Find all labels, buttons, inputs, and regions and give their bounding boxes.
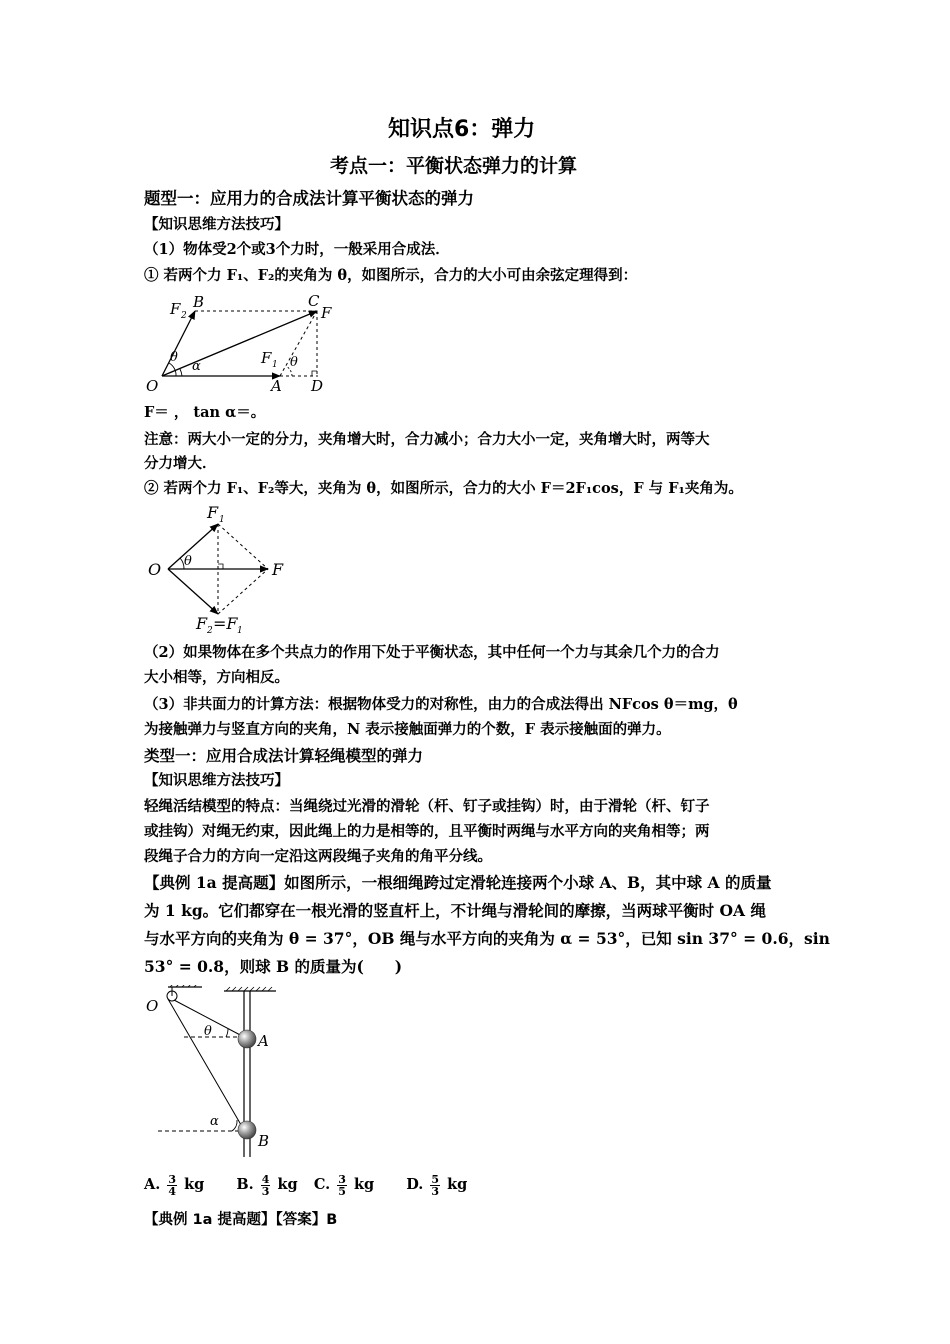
example-line1: 【典例 1a 提高题】如图所示，一根细绳跨过定滑轮连接两个小球 A、B，其中球 A 的质量 — [144, 873, 772, 892]
option-d[interactable]: D. $\frac{5}{3}$ kg — [406, 1172, 468, 1198]
svg-text:=F: =F — [213, 614, 238, 633]
ball-a — [238, 1030, 256, 1048]
svg-text:F: F — [272, 560, 284, 579]
svg-text:A: A — [258, 1032, 269, 1050]
section1-p5-line1: （3）非共面力的计算方法：根据物体受力的对称性，由力的合成法得出 NFcos θ＝mg，θ — [144, 696, 738, 713]
section1-tips-heading: 【知识思维方法技巧】 — [144, 217, 289, 233]
section2-p1-line1: 轻绳活结模型的特点：当绳绕过光滑的滑轮（杆、钉子或挂钩）时，由于滑轮（杆、钉子 — [144, 798, 710, 815]
svg-text:F: F — [321, 304, 332, 322]
f2-vector — [162, 311, 195, 376]
svg-text:O: O — [148, 560, 162, 579]
section1-p5-line2: 为接触弹力与竖直方向的夹角，N 表示接触面弹力的个数，F 表示接触面的弹力。 — [144, 721, 671, 738]
note-line1: 注意：两大小一定的分力，夹角增大时，合力减小；合力大小一定，夹角增大时，两等大 — [144, 431, 710, 448]
ball-b — [238, 1121, 256, 1139]
dashed-side-edge — [280, 311, 317, 376]
svg-text:O: O — [146, 997, 159, 1015]
f1-vector — [168, 524, 218, 569]
answer-options — [144, 1172, 467, 1198]
svg-text:1: 1 — [272, 360, 278, 370]
svg-text:1: 1 — [219, 515, 225, 525]
example-answer: 【典例 1a 提高题】【答案】B — [144, 1212, 338, 1228]
svg-text:θ: θ — [290, 355, 298, 370]
svg-text:2: 2 — [207, 626, 213, 636]
section1-p4-line1: （2）如果物体在多个共点力的作用下处于平衡状态，其中任何一个力与其余几个力的合力 — [144, 644, 720, 661]
svg-text:F: F — [196, 614, 208, 633]
right-angle-mark — [312, 371, 317, 376]
section1-heading: 题型一：应用力的合成法计算平衡状态的弹力 — [144, 189, 474, 208]
example-line2: 为 1 kg。它们都穿在一根光滑的竖直杆上，不计绳与滑轮间的摩擦，当两球平衡时 OA 绳 — [144, 901, 766, 920]
svg-text:α: α — [192, 359, 201, 374]
pulley-rod-diagram — [140, 985, 290, 1160]
option-a[interactable]: A. $\frac{3}{4}$ kg — [144, 1172, 205, 1198]
section1-p3: ② 若两个力 F₁、F₂等大，夹角为 θ，如图所示，合力的大小 F＝2F₁cos，F 与 F₁夹角为。 — [144, 480, 743, 497]
example-line4: 53° = 0.8，则球 B 的质量为( ) — [144, 957, 403, 976]
section1-p4-line2: 大小相等，方向相反。 — [144, 669, 289, 686]
section2-tips-heading: 【知识思维方法技巧】 — [144, 773, 289, 789]
section1-p2: ① 若两个力 F₁、F₂的夹角为 θ，如图所示，合力的大小可由余弦定理得到： — [144, 267, 638, 284]
svg-text:C: C — [308, 292, 320, 310]
svg-text:D: D — [311, 377, 324, 395]
svg-text:B: B — [193, 293, 205, 311]
page-title: 知识点6：弹力 — [388, 117, 536, 142]
svg-text:F: F — [261, 349, 272, 367]
section2-p1-line3: 段绳子合力的方向一定沿这两段绳子夹角的角平分线。 — [144, 848, 492, 865]
rhombus-force-diagram — [140, 502, 310, 636]
svg-text:1: 1 — [237, 626, 243, 636]
svg-text:F: F — [207, 503, 219, 522]
section2-p1-line2: 或挂钩）对绳无约束，因此绳上的力是相等的，且平衡时两绳与水平方向的夹角相等；两 — [144, 823, 710, 840]
page-subtitle: 考点一：平衡状态弹力的计算 — [330, 155, 578, 177]
f2-vector — [168, 569, 218, 614]
svg-text:θ: θ — [204, 1024, 212, 1039]
option-c[interactable]: C. $\frac{3}{5}$ kg — [313, 1172, 375, 1198]
note-line2: 分力增大． — [144, 455, 217, 472]
svg-text:F: F — [170, 300, 181, 318]
rope-ob — [168, 999, 244, 1130]
resultant-formula: F＝ ， tan α＝。 — [144, 404, 266, 421]
svg-text:B: B — [258, 1132, 270, 1150]
svg-text:θ: θ — [184, 554, 192, 569]
option-b[interactable]: B. $\frac{4}{3}$ kg — [236, 1172, 298, 1198]
parallelogram-force-diagram — [140, 290, 350, 400]
svg-text:A: A — [271, 377, 282, 395]
section2-heading: 类型一：应用合成法计算轻绳模型的弹力 — [144, 747, 424, 765]
example-line3: 与水平方向的夹角为 θ = 37°，OB 绳与水平方向的夹角为 α = 53°，已知 sin 37° = 0.6，sin — [144, 929, 830, 948]
svg-text:α: α — [210, 1114, 219, 1129]
svg-text:O: O — [146, 377, 159, 395]
svg-text:2: 2 — [181, 311, 187, 321]
svg-text:θ: θ — [170, 350, 178, 365]
section1-p1: （1）物体受2个或3个力时，一般采用合成法． — [144, 241, 450, 258]
